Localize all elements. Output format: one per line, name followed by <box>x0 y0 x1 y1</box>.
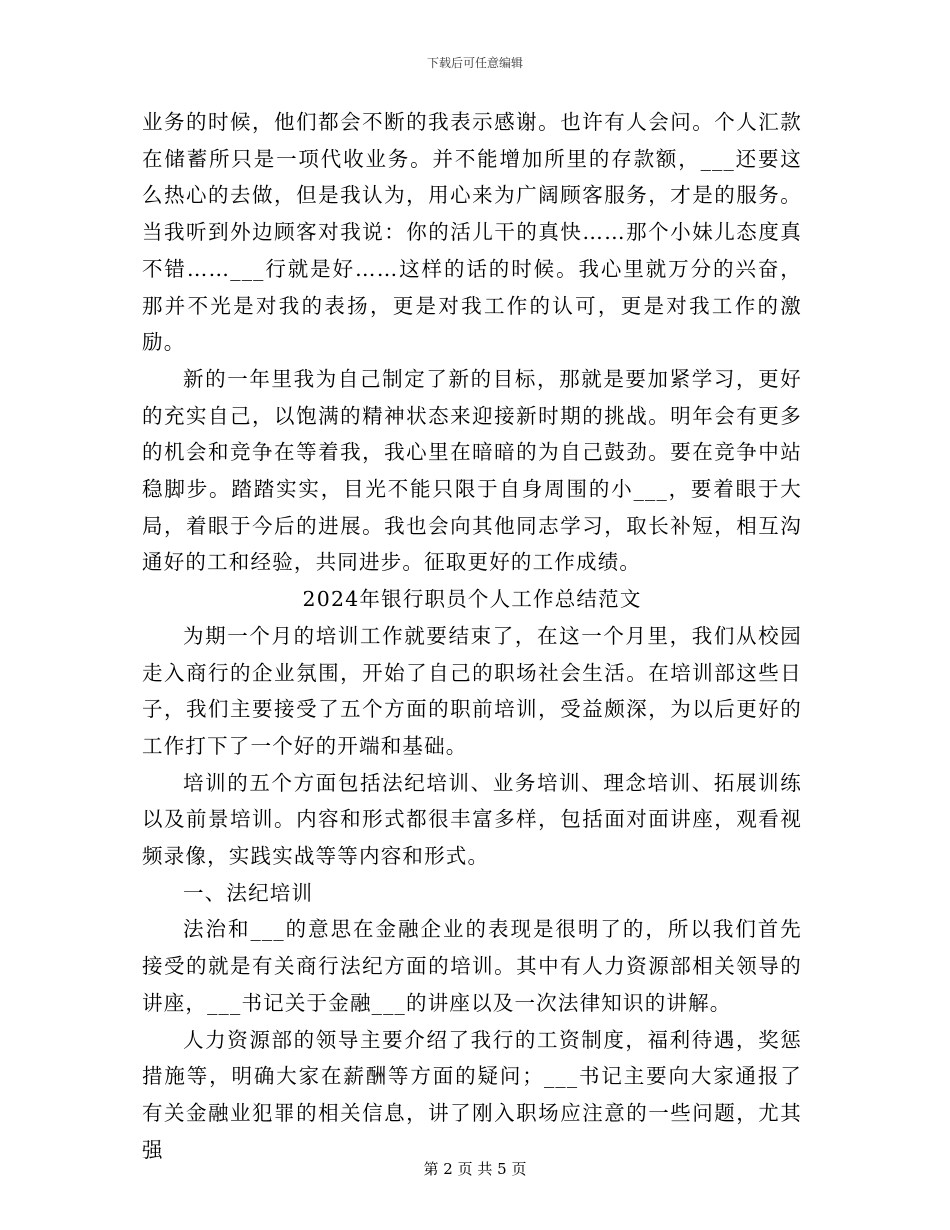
paragraph: 法治和___的意思在金融企业的表现是很明了的，所以我们首先接受的就是有关商行法纪方面的培训。其中有人力资源部相关领导的讲座，___书记关于金融___的讲座以及一次法律知识的讲解。 <box>142 917 802 1015</box>
header-note: 下载后可任意编辑 <box>426 56 523 70</box>
paragraph: 为期一个月的培训工作就要结束了，在这一个月里，我们从校园走入商行的企业氛围，开始了自己的职场社会生活。在培训部这些日子，我们主要接受了五个方面的职前培训，受益颇深，为以后更好的工作打下了一个好的开端和基础。 <box>142 623 802 758</box>
subsection-heading: 一、法纪培训 <box>183 880 314 905</box>
paragraph: 业务的时候，他们都会不断的我表示感谢。也许有人会问。个人汇款在储蓄所只是一项代收业务。并不能增加所里的存款额，___还要这么热心的去做，但是我认为，用心来为广阔顾客服务，才是的服务。当我听到外边顾客对我说：你的活儿干的真快……那个小妹儿态度真不错……___行就是好……这样的话的时候。我心里就万分的兴奋，那并不光是对我的表扬，更是对我工作的认可，更是对我工作的激励。 <box>142 110 802 355</box>
page-footer: 第 2 页 共 5 页 <box>423 1160 527 1178</box>
section-title: 2024年银行职员个人工作总结范文 <box>302 587 642 612</box>
paragraph: 人力资源部的领导主要介绍了我行的工资制度，福利待遇，奖惩措施等，明确大家在薪酬等方面的疑问；___书记主要向大家通报了有关金融业犯罪的相关信息，讲了刚入职场应注意的一些问题，尤其强 <box>142 1027 802 1162</box>
paragraph: 新的一年里我为自己制定了新的目标，那就是要加紧学习，更好的充实自己，以饱满的精神状态来迎接新时期的挑战。明年会有更多的机会和竞争在等着我，我心里在暗暗的为自己鼓劲。要在竞争中站稳脚步。踏踏实实，目光不能只限于自身周围的小___，要着眼于大局，着眼于今后的进展。我也会向其他同志学习，取长补短，相互沟通好的工和经验，共同进步。征取更好的工作成绩。 <box>142 366 802 575</box>
paragraph: 培训的五个方面包括法纪培训、业务培训、理念培训、拓展训练以及前景培训。内容和形式都很丰富多样，包括面对面讲座，观看视频录像，实践实战等等内容和形式。 <box>142 770 802 869</box>
document-body <box>142 104 802 1168</box>
